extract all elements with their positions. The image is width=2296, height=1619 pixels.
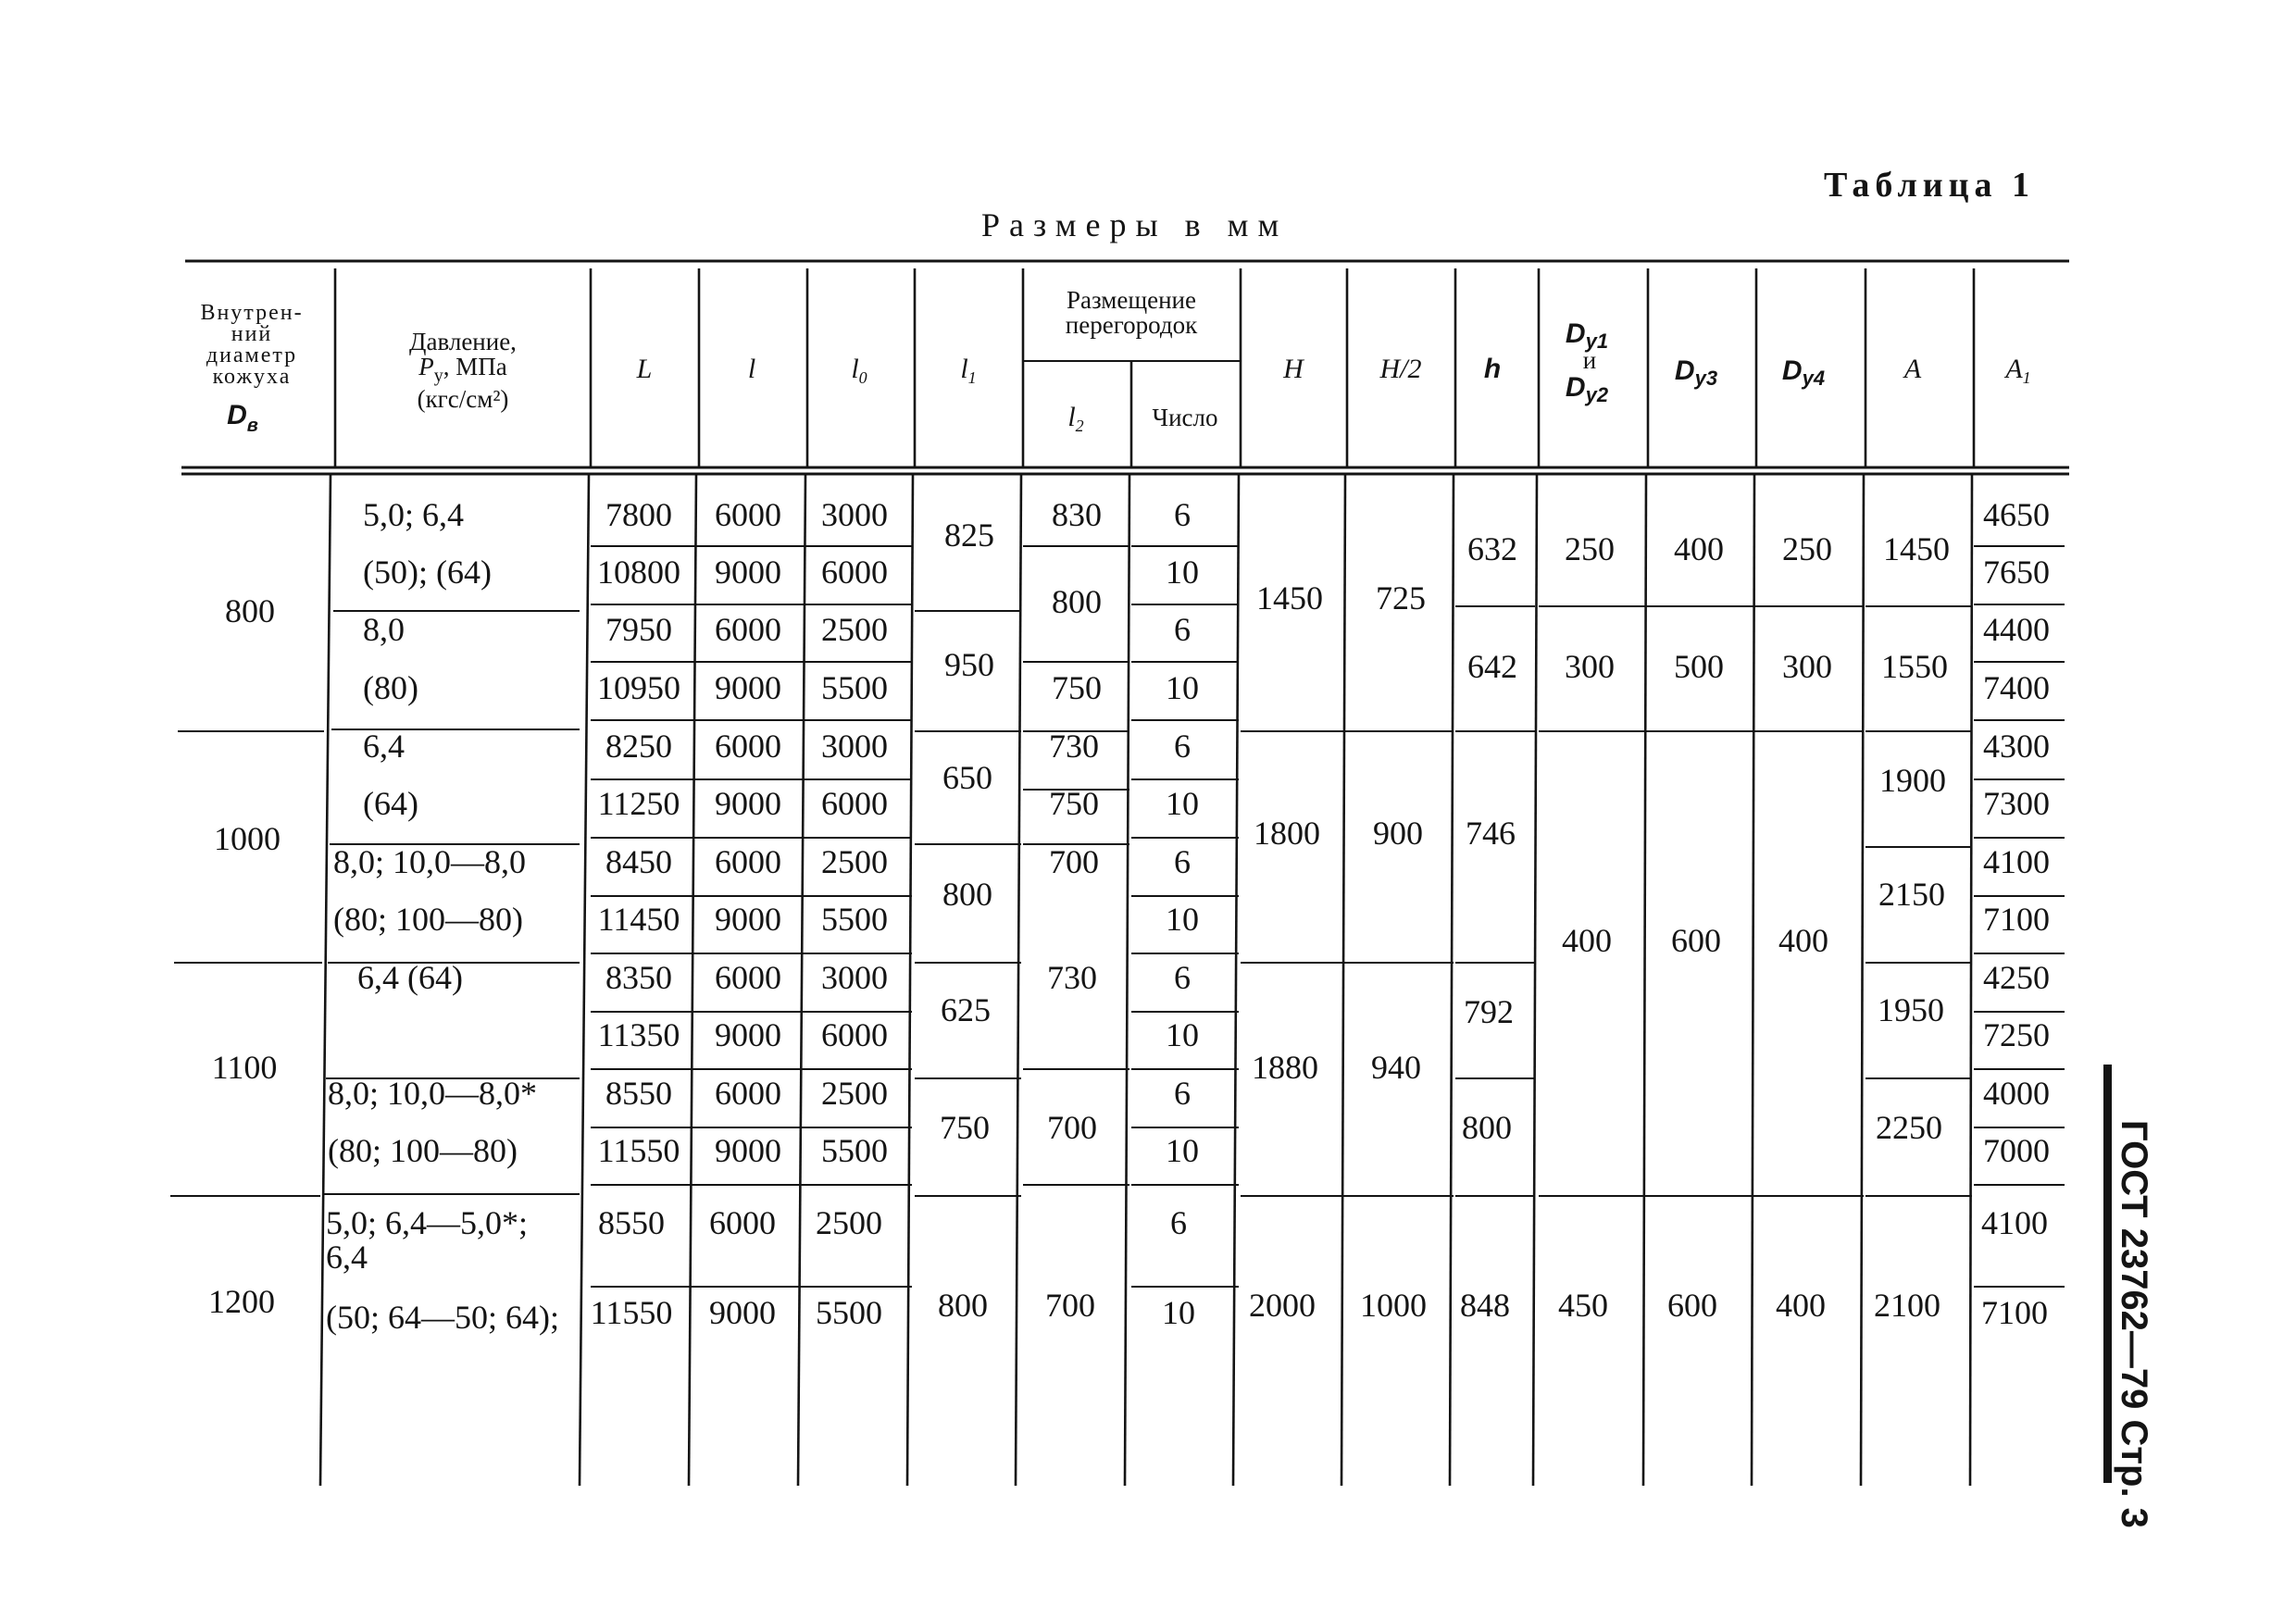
A-cell: 1900 — [1879, 762, 1946, 799]
l1-cell: 650 — [942, 759, 992, 796]
H-cell: 1800 — [1254, 815, 1320, 852]
Dy3-cell: 600 — [1671, 922, 1721, 959]
l2-cell: 700 — [1045, 1287, 1095, 1324]
l0-cell: 2500 — [821, 1075, 888, 1112]
L-cell: 11350 — [597, 1016, 680, 1053]
l-cell: 6000 — [715, 959, 781, 996]
header-H: H — [1283, 354, 1304, 384]
count-cell: 10 — [1166, 1016, 1199, 1053]
l0-cell: 3000 — [821, 496, 888, 533]
Dy3-cell: 600 — [1667, 1287, 1717, 1324]
Dy4-cell: 400 — [1776, 1287, 1826, 1324]
count-cell: 6 — [1174, 843, 1191, 880]
header-A1: $A_1$ — [2005, 354, 2031, 387]
pressure-cell: (50; 64—50; 64); — [326, 1299, 559, 1336]
L-cell: 8550 — [598, 1204, 665, 1241]
count-cell: 10 — [1166, 1132, 1199, 1169]
Dy4-cell: 300 — [1782, 648, 1832, 685]
L-cell: 11550 — [590, 1294, 673, 1331]
header-Dy3: $D_{у3}$ — [1674, 355, 1718, 390]
count-cell: 6 — [1174, 959, 1191, 996]
pressure-cell: (64) — [363, 785, 418, 822]
diameter-cell: 1000 — [214, 820, 281, 857]
l1-cell: 825 — [944, 517, 994, 554]
header-A: A — [1903, 354, 1922, 384]
H2-cell: 1000 — [1360, 1287, 1427, 1324]
A1-cell: 7250 — [1983, 1016, 2050, 1053]
units-caption: Размеры в мм — [981, 206, 1289, 243]
H2-cell: 940 — [1371, 1049, 1421, 1086]
l-cell: 9000 — [715, 669, 781, 706]
l-cell: 6000 — [709, 1204, 776, 1241]
Dy4-cell: 400 — [1778, 922, 1828, 959]
l2-cell: 750 — [1049, 785, 1099, 822]
L-cell: 7950 — [605, 611, 672, 648]
l0-cell: 5500 — [821, 1132, 888, 1169]
header-diam-symbol: $D_в$ — [227, 400, 258, 436]
l2-cell: 730 — [1047, 959, 1097, 996]
diameter-cell: 800 — [225, 592, 275, 629]
pressure-cell: 8,0; 10,0—8,0 — [333, 843, 527, 880]
A1-cell: 4000 — [1983, 1075, 2050, 1112]
l-cell: 9000 — [715, 901, 781, 938]
count-cell: 10 — [1166, 901, 1199, 938]
header-l0: $l_0$ — [851, 354, 867, 387]
pressure-cell: 8,0; 10,0—8,0* — [328, 1075, 538, 1112]
A1-cell: 4100 — [1981, 1204, 2048, 1241]
L-cell: 8250 — [605, 728, 672, 765]
l2-cell: 700 — [1049, 843, 1099, 880]
diameter-cell: 1200 — [208, 1283, 275, 1320]
l-cell: 9000 — [709, 1294, 776, 1331]
pressure-cell: (80; 100—80) — [328, 1132, 518, 1169]
header-diam-line-1: Внутрен- — [200, 301, 304, 325]
A1-cell: 7400 — [1983, 669, 2050, 706]
table-title: Таблица 1 — [1824, 166, 2036, 205]
count-cell: 6 — [1174, 611, 1191, 648]
header-diam-line-4: кожуха — [212, 365, 292, 389]
count-cell: 10 — [1166, 554, 1199, 591]
L-cell: 7800 — [605, 496, 672, 533]
A-cell: 1950 — [1878, 991, 1944, 1028]
Dy12-cell: 400 — [1562, 922, 1612, 959]
count-cell: 10 — [1166, 669, 1199, 706]
header-L: L — [636, 354, 653, 384]
A1-cell: 4250 — [1983, 959, 2050, 996]
A-cell: 2250 — [1876, 1109, 1942, 1146]
L-cell: 8450 — [605, 843, 672, 880]
l0-cell: 5500 — [821, 669, 888, 706]
Dy12-cell: 450 — [1558, 1287, 1608, 1324]
l0-cell: 5500 — [821, 901, 888, 938]
header-and: и — [1582, 346, 1597, 374]
A1-cell: 4100 — [1983, 843, 2050, 880]
l0-cell: 6000 — [821, 554, 888, 591]
header-H2: H/2 — [1379, 354, 1422, 384]
l0-cell: 3000 — [821, 959, 888, 996]
A1-cell: 7300 — [1983, 785, 2050, 822]
l0-cell: 6000 — [821, 785, 888, 822]
Dy12-cell: 250 — [1565, 530, 1615, 567]
pressure-cell: (80; 100—80) — [333, 901, 523, 938]
header-Dy4: $D_{у4}$ — [1781, 355, 1826, 390]
L-cell: 8350 — [605, 959, 672, 996]
count-cell: 6 — [1174, 496, 1191, 533]
l-cell: 6000 — [715, 843, 781, 880]
gost-side-bar — [2103, 1065, 2112, 1483]
l0-cell: 6000 — [821, 1016, 888, 1053]
count-cell: 6 — [1170, 1204, 1187, 1241]
A-cell: 1450 — [1883, 530, 1950, 567]
l0-cell: 3000 — [821, 728, 888, 765]
l2-cell: 750 — [1052, 669, 1102, 706]
h-cell: 642 — [1467, 648, 1517, 685]
l-cell: 9000 — [715, 1016, 781, 1053]
header-l1: $l_1$ — [960, 354, 977, 387]
pressure-cell: 6,4 — [363, 728, 405, 765]
l-cell: 6000 — [715, 728, 781, 765]
H-cell: 1450 — [1256, 579, 1323, 616]
header-h: h — [1483, 354, 1502, 384]
L-cell: 11250 — [597, 785, 680, 822]
gost-label-text: ГОСТ 23762—79 Стр. 3 — [2114, 1120, 2154, 1528]
A1-cell: 7000 — [1983, 1132, 2050, 1169]
count-cell: 6 — [1174, 1075, 1191, 1112]
H2-cell: 725 — [1376, 579, 1426, 616]
header-l2: $l_2$ — [1067, 402, 1084, 435]
A1-cell: 4300 — [1983, 728, 2050, 765]
l2-cell: 700 — [1047, 1109, 1097, 1146]
l1-cell: 800 — [938, 1287, 988, 1324]
header-count: Число — [1152, 404, 1218, 431]
l-cell: 6000 — [715, 1075, 781, 1112]
pressure-cell: 6,4 — [326, 1239, 368, 1276]
h-cell: 632 — [1467, 530, 1517, 567]
l-cell: 6000 — [715, 496, 781, 533]
A-cell: 2150 — [1878, 876, 1945, 913]
l0-cell: 2500 — [821, 843, 888, 880]
pressure-cell: (80) — [363, 669, 418, 706]
l0-cell: 5500 — [816, 1294, 882, 1331]
header-Dy1: $D_{у1}$ — [1565, 318, 1609, 353]
l1-cell: 625 — [941, 991, 991, 1028]
header-diam-line-2: ний — [231, 322, 273, 346]
Dy3-cell: 400 — [1674, 530, 1724, 567]
Dy3-cell: 500 — [1674, 648, 1724, 685]
gost-side-label — [2113, 1120, 2168, 1537]
l0-cell: 2500 — [816, 1204, 882, 1241]
pressure-cell: 5,0; 6,4 — [363, 496, 465, 533]
A1-cell: 4650 — [1983, 496, 2050, 533]
header-diam-line-3: диаметр — [206, 343, 298, 367]
A1-cell: 4400 — [1983, 611, 2050, 648]
count-cell: 10 — [1166, 785, 1199, 822]
l-cell: 9000 — [715, 785, 781, 822]
H2-cell: 900 — [1373, 815, 1423, 852]
L-cell: 11550 — [597, 1132, 680, 1169]
A-cell: 1550 — [1881, 648, 1948, 685]
H-cell: 1880 — [1252, 1049, 1318, 1086]
Dy4-cell: 250 — [1782, 530, 1832, 567]
l-cell: 9000 — [715, 1132, 781, 1169]
Dy12-cell: 300 — [1565, 648, 1615, 685]
L-cell: 10800 — [597, 554, 680, 591]
diameter-cell: 1100 — [211, 1049, 278, 1086]
l1-cell: 950 — [944, 646, 994, 683]
header-placement-line-1: Размещение — [1066, 286, 1197, 314]
l-cell: 6000 — [715, 611, 781, 648]
pressure-cell: 8,0 — [363, 611, 405, 648]
A1-cell: 7100 — [1981, 1294, 2048, 1331]
pressure-cell: 5,0; 6,4—5,0*; — [326, 1204, 529, 1241]
count-cell: 6 — [1174, 728, 1191, 765]
l1-cell: 750 — [940, 1109, 990, 1146]
l2-cell: 800 — [1052, 583, 1102, 620]
L-cell: 8550 — [605, 1075, 672, 1112]
pressure-cell: 6,4 (64) — [357, 959, 463, 996]
header-pressure-symbol: $P_у$, МПа — [418, 353, 507, 386]
H-cell: 2000 — [1249, 1287, 1316, 1324]
L-cell: 10950 — [597, 669, 680, 706]
h-cell: 746 — [1466, 815, 1516, 852]
l-cell: 9000 — [715, 554, 781, 591]
A1-cell: 7100 — [1983, 901, 2050, 938]
l2-cell: 730 — [1049, 728, 1099, 765]
L-cell: 11450 — [597, 901, 680, 938]
A-cell: 2100 — [1874, 1287, 1940, 1324]
l0-cell: 2500 — [821, 611, 888, 648]
A1-cell: 7650 — [1983, 554, 2050, 591]
h-cell: 800 — [1462, 1109, 1512, 1146]
h-cell: 792 — [1464, 993, 1514, 1030]
h-cell: 848 — [1460, 1287, 1510, 1324]
l1-cell: 800 — [942, 876, 992, 913]
header-l: l — [747, 354, 756, 384]
l2-cell: 830 — [1052, 496, 1102, 533]
pressure-cell: (50); (64) — [363, 554, 492, 591]
header-placement-line-2: перегородок — [1065, 311, 1198, 339]
count-cell: 10 — [1162, 1294, 1195, 1331]
header-Dy2: $D_{у2}$ — [1565, 372, 1609, 406]
header-pressure-unit: (кгс/см²) — [417, 385, 509, 413]
header-pressure-line-1: Давление, — [409, 328, 517, 355]
